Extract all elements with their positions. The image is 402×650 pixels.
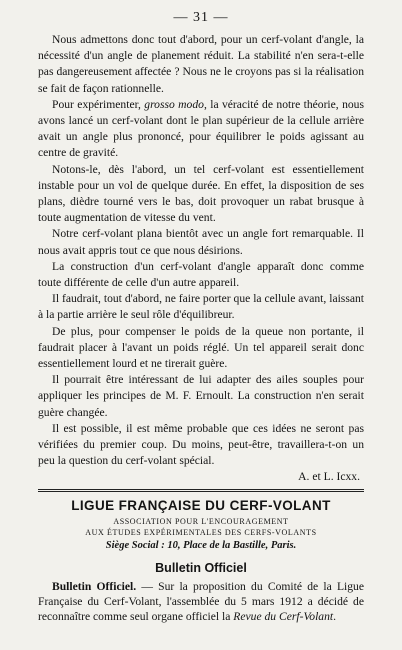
bulletin-journal-name: Revue du Cerf-Volant [233, 610, 334, 624]
league-subtitle-line-1: ASSOCIATION POUR L'ENCOURAGEMENT [113, 517, 289, 527]
paragraph-9: Il est possible, il est même probable que ces idées ne seront pas vérifiées du premier coup. Du moins, peut-être, travaillera-t-on un peu la question du cerf-volant spécial. [38, 421, 364, 468]
paragraph-3: Notons-le, dès l'abord, un tel cerf-volant est essentiellement instable pour un vol de quelque durée. En effet, la disposition de ses plans, dièdre tourné vers le bas, doit provoquer un rabat brusque à toute augmentation de vitesse du vent. [38, 162, 364, 225]
paragraph-2-before: Pour expérimenter, [52, 97, 145, 111]
paragraph-2-italic: grosso modo [144, 97, 204, 111]
bulletin-text-2: . [333, 610, 337, 624]
bulletin-heading: Bulletin Officiel [155, 561, 247, 576]
paragraph-8: Il pourrait être intéressant de lui adapter des ailes souples pour appliquer les principes de M. F. Ernoult. La construction n'en serait guère changée. [38, 373, 364, 419]
paragraph-5: La construction d'un cerf-volant d'angle apparaît donc comme toute différente de celle d'un autre appareil. [38, 259, 364, 290]
bulletin-lead: Bulletin Officiel. [52, 580, 137, 594]
article-signature: A. et L. Icxx. [298, 470, 360, 484]
paragraph-6: Il faudrait, tout d'abord, ne faire porter que la cellule avant, laissant à la partie arrière le seul rôle d'équilibreur. [38, 292, 364, 322]
page-number: — 31 — [173, 10, 229, 25]
paragraph-4: Notre cerf-volant plana bientôt avec un angle fort remarquable. Il nous avait appris tout ce que nous désirions. [38, 227, 364, 257]
league-subtitle-line-2: AUX ÉTUDES EXPÉRIMENTALES DES CERFS-VOLANTS [85, 528, 317, 538]
bulletin-paragraph [38, 579, 364, 624]
paragraph-7: De plus, pour compenser le poids de la queue non portante, il faudrait placer à l'avant un poids réglé. Un tel appareil serait donc essentiellement lourd et ne tirerait guère. [38, 324, 364, 371]
section-divider [38, 489, 364, 492]
bulletin-text-1: — Sur la proposition du Comité de la Ligue Française du Cerf-Volant, l'assemblée du 5 mars 1912 a décidé de reconnaître comme seul organe officiel la [38, 580, 364, 624]
paragraph-2-after: , la véracité de notre théorie, nous avons lancé un cerf-volant dont le plan supérieur de la cellule arrière avait un angle plus prononcé, pour équilibrer le poids agissant au centre de gravité. [38, 97, 364, 160]
league-address: Siège Social : 10, Place de la Bastille, Paris. [105, 540, 297, 552]
league-title: LIGUE FRANÇAISE DU CERF-VOLANT [71, 498, 331, 514]
paragraph-1: Nous admettons donc tout d'abord, pour un cerf-volant d'angle, la nécessité d'un angle de planement réduit. La stabilité n'en sera-t-elle pas dangereusement affectée ? Nous ne le croyons pas si la réalisation se fait de façon rationnelle. [38, 33, 364, 95]
paragraph-2 [38, 97, 364, 162]
